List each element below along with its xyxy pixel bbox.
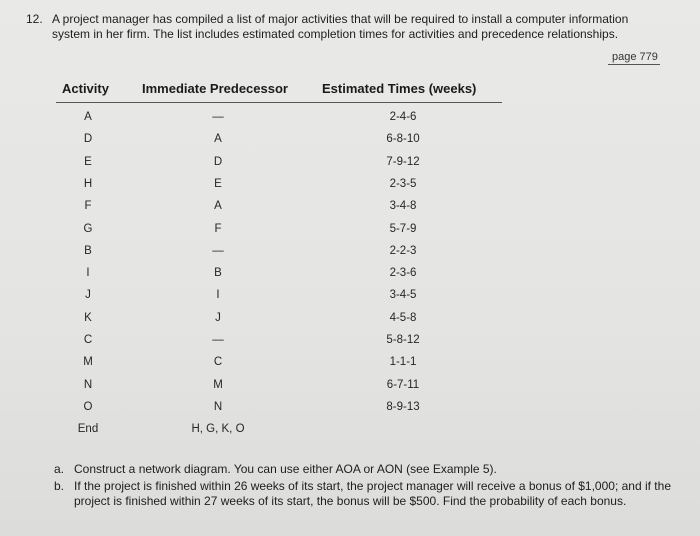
activity-cell: M [83, 356, 93, 369]
predecessor-cell: M [213, 378, 223, 391]
activity-cell: B [84, 244, 92, 257]
header-rule [56, 102, 502, 103]
predecessor-cell: H, G, K, O [191, 423, 245, 436]
predecessor-cell: A [214, 133, 222, 146]
activity-cell: A [84, 111, 92, 123]
question-number: 12. [26, 12, 43, 26]
predecessor-cell: F [214, 222, 222, 235]
times-cell: 2-3-6 [389, 267, 417, 280]
part-b-text: If the project is finished within 26 weeks of its start, the project manager will receive a bonus of $1,000; and if the project is finished within 27 weeks of its start, the bonus will be $500. Find the probability of each bonus. [74, 479, 671, 508]
times-cell: 4-5-8 [389, 311, 417, 324]
header-immediate-predecessor: Immediate Predecessor [142, 81, 288, 96]
part-b [54, 479, 674, 509]
activity-cell: J [85, 289, 91, 302]
activity-cell: End [77, 423, 99, 436]
predecessor-cell: E [214, 177, 222, 190]
times-cell: 8-9-13 [386, 400, 420, 413]
predecessor-cell: B [214, 267, 222, 280]
times-cell: 2-4-6 [389, 111, 417, 123]
activity-cell: C [83, 334, 93, 346]
predecessor-cell: D [213, 155, 223, 168]
part-a [54, 462, 674, 477]
part-a-text: Construct a network diagram. You can use either AOA or AON (see Example 5). [74, 462, 497, 476]
predecessor-cell: — [212, 111, 224, 123]
activity-cell: K [84, 311, 92, 324]
predecessor-cell: N [213, 400, 223, 413]
predecessor-cell: — [212, 334, 224, 346]
times-cell: 6-7-11 [386, 378, 420, 391]
question-text: A project manager has compiled a list of major activities that will be required to install a computer information system in her firm. The list includes estimated completion times for activities and precedence relationships. [52, 12, 629, 41]
activity-cell: O [83, 400, 93, 413]
predecessor-cell: — [212, 244, 224, 257]
times-cell: 2-2-3 [389, 244, 417, 257]
page-reference: page 779 [608, 51, 660, 65]
activity-cell: F [84, 200, 92, 213]
predecessor-cell: I [216, 289, 220, 302]
predecessor-cell: A [214, 200, 222, 213]
times-cell: 1-1-1 [389, 356, 417, 369]
activity-cell: E [84, 155, 92, 168]
times-cell: 3-4-5 [389, 289, 417, 302]
times-cell: 3-4-8 [389, 200, 417, 213]
header-estimated-times: Estimated Times (weeks) [322, 81, 477, 96]
question-parts [54, 462, 674, 511]
predecessor-cell: C [213, 356, 223, 369]
activity-cell: H [83, 177, 93, 190]
part-a-label: a. [54, 462, 65, 476]
activity-cell: I [86, 267, 90, 280]
header-activity: Activity [62, 81, 109, 96]
activity-cell: D [83, 133, 93, 146]
times-cell: 6-8-10 [386, 133, 420, 146]
times-cell: 5-7-9 [389, 222, 417, 235]
activity-cell: N [83, 378, 93, 391]
predecessor-cell: J [215, 311, 221, 324]
times-cell: 2-3-5 [389, 177, 417, 190]
activity-cell: G [83, 222, 93, 235]
times-cell: 5-8-12 [386, 334, 420, 346]
times-cell: 7-9-12 [386, 155, 420, 168]
part-b-label: b. [54, 479, 65, 493]
